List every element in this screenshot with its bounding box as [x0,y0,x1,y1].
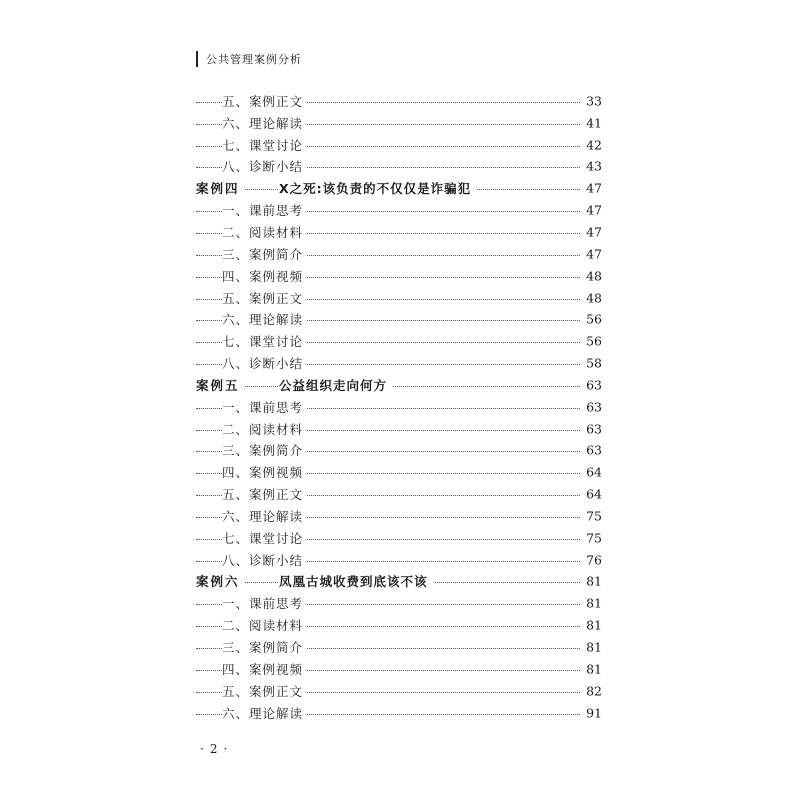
toc-section-entry [196,658,602,680]
section-title: 五、案例正文 [222,682,307,700]
toc-page-number: 63 [580,421,602,436]
toc-section-entry [196,461,602,483]
toc-section-entry [196,440,602,462]
toc-section-entry [196,265,602,287]
toc-page-number: 81 [580,618,602,633]
case-number: 案例六 [196,572,244,590]
section-title: 四、案例视频 [222,463,307,481]
toc-section-entry [196,134,602,156]
section-title: 二、阅读材料 [222,616,307,634]
section-title: 一、课前思考 [222,201,307,219]
section-title: 五、案例正文 [222,289,307,307]
header-rule [196,51,198,67]
section-title: 三、案例简介 [222,245,307,263]
section-title: 一、课前思考 [222,398,307,416]
toc-page-number: 81 [580,596,602,611]
toc-section-entry [196,287,602,309]
toc-page-number: 82 [580,683,602,698]
running-header [196,50,302,68]
toc-page-number: 47 [580,246,602,261]
section-title: 三、案例简介 [222,638,307,656]
toc-section-entry [196,330,602,352]
section-title: 六、理论解读 [222,507,307,525]
toc-page-number: 56 [580,334,602,349]
toc-section-entry [196,90,602,112]
toc-page-number: 58 [580,356,602,371]
toc-section-entry [196,636,602,658]
toc-page-number: 47 [580,224,602,239]
toc-section-entry [196,549,602,571]
section-title: 四、案例视频 [222,660,307,678]
section-title: 五、案例正文 [222,92,307,110]
section-title: 七、课堂讨论 [222,136,307,154]
table-of-contents [196,90,602,723]
section-title: 一、课前思考 [222,594,307,612]
section-title: 七、课堂讨论 [222,529,307,547]
toc-section-entry [196,308,602,330]
toc-section-entry [196,702,602,724]
section-title: 二、阅读材料 [222,420,307,438]
toc-page-number: 33 [580,93,602,108]
toc-page-number: 43 [580,159,602,174]
toc-section-entry [196,199,602,221]
toc-page-number: 81 [580,661,602,676]
toc-section-entry [196,156,602,178]
toc-page-number: 63 [580,377,602,392]
toc-page-number: 41 [580,115,602,130]
toc-page-number: 76 [580,552,602,567]
toc-page-number: 75 [580,508,602,523]
case-title: 公益组织走向何方 [279,376,393,394]
toc-section-entry [196,243,602,265]
section-title: 七、课堂讨论 [222,332,307,350]
section-title: 三、案例简介 [222,441,307,459]
toc-case-entry [196,374,602,396]
toc-section-entry [196,505,602,527]
toc-page-number: 63 [580,443,602,458]
toc-page-number: 56 [580,312,602,327]
toc-section-entry [196,680,602,702]
toc-section-entry [196,418,602,440]
case-title: 凤凰古城收费到底该不该 [279,572,434,590]
section-title: 六、理论解读 [222,704,307,722]
toc-page-number: 47 [580,181,602,196]
toc-section-entry [196,396,602,418]
toc-section-entry [196,112,602,134]
toc-page-number: 63 [580,399,602,414]
toc-page-number: 47 [580,203,602,218]
toc-section-entry [196,527,602,549]
section-title: 四、案例视频 [222,267,307,285]
toc-section-entry [196,352,602,374]
section-title: 二、阅读材料 [222,223,307,241]
toc-page-number: 81 [580,574,602,589]
case-title: X之死:该负责的不仅仅是诈骗犯 [279,179,477,197]
toc-page-number: 64 [580,465,602,480]
section-title: 六、理论解读 [222,114,307,132]
toc-page-number: 42 [580,137,602,152]
toc-section-entry [196,221,602,243]
section-title: 八、诊断小结 [222,157,307,175]
toc-section-entry [196,592,602,614]
toc-page-number: 91 [580,705,602,720]
case-number: 案例四 [196,179,244,197]
case-number: 案例五 [196,376,244,394]
section-title: 八、诊断小结 [222,551,307,569]
toc-page-number: 48 [580,290,602,305]
toc-page-number: 64 [580,487,602,502]
toc-section-entry [196,483,602,505]
page-number: ·2· [200,742,234,756]
toc-page-number: 48 [580,268,602,283]
toc-page-number: 75 [580,530,602,545]
dot-leader [196,386,602,387]
section-title: 六、理论解读 [222,310,307,328]
toc-case-entry [196,177,602,199]
toc-page-number: 81 [580,640,602,655]
section-title: 五、案例正文 [222,485,307,503]
section-title: 八、诊断小结 [222,354,307,372]
toc-section-entry [196,614,602,636]
book-title: 公共管理案例分析 [206,53,302,66]
toc-case-entry [196,571,602,593]
